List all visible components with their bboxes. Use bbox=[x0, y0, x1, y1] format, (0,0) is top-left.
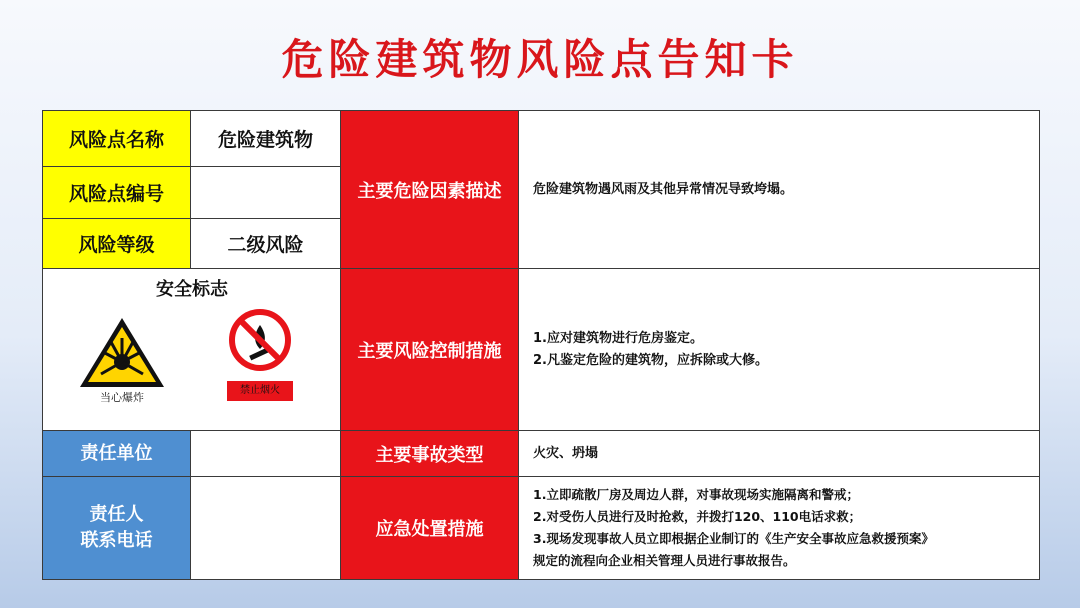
accident-label: 主要事故类型 bbox=[341, 431, 519, 477]
contact-label bbox=[43, 477, 191, 579]
risk-name-value: 危险建筑物 bbox=[191, 111, 341, 167]
no-fire-sign bbox=[227, 307, 293, 401]
emergency-line: 3.现场发现事故人员立即根据企业制订的《生产安全事故应急救援预案》 bbox=[533, 531, 934, 546]
contact-label-line: 责任人 bbox=[89, 504, 144, 525]
emergency-text bbox=[519, 477, 1039, 579]
control-line: 2.凡鉴定危险的建筑物，应拆除或大修。 bbox=[533, 352, 768, 368]
emergency-label: 应急处置措施 bbox=[341, 477, 519, 579]
control-text bbox=[519, 269, 1039, 431]
risk-no-value bbox=[191, 167, 341, 219]
accident-text: 火灾、坍塌 bbox=[519, 431, 1039, 477]
risk-name-label: 风险点名称 bbox=[43, 111, 191, 167]
risk-no-label: 风险点编号 bbox=[43, 167, 191, 219]
no-fire-icon bbox=[227, 307, 293, 373]
risk-level-label: 风险等级 bbox=[43, 219, 191, 269]
emergency-line: 规定的流程向企业相关管理人员进行事故报告。 bbox=[533, 553, 796, 568]
control-label: 主要风险控制措施 bbox=[341, 269, 519, 431]
emergency-line: 1.立即疏散厂房及周边人群，对事故现场实施隔离和警戒； bbox=[533, 487, 859, 502]
risk-level-value: 二级风险 bbox=[191, 219, 341, 269]
explosion-caption: 当心爆炸 bbox=[100, 391, 144, 404]
hazard-label: 主要危险因素描述 bbox=[341, 111, 519, 269]
page-title: 危险建筑物风险点告知卡 bbox=[281, 35, 799, 84]
no-fire-caption: 禁止烟火 bbox=[227, 381, 293, 401]
hazard-text: 危险建筑物遇风雨及其他异常情况导致垮塌。 bbox=[519, 111, 1039, 269]
safety-signs-title: 安全标志 bbox=[156, 279, 228, 300]
safety-signs bbox=[43, 269, 341, 431]
contact-label-line: 联系电话 bbox=[80, 530, 153, 551]
unit-label: 责任单位 bbox=[43, 431, 191, 477]
emergency-line: 2.对受伤人员进行及时抢救，并拨打120、110电话求救； bbox=[533, 509, 862, 524]
unit-value bbox=[191, 431, 341, 477]
control-line: 1.应对建筑物进行危房鉴定。 bbox=[533, 330, 703, 346]
contact-value bbox=[191, 477, 341, 579]
risk-card bbox=[42, 110, 1040, 580]
